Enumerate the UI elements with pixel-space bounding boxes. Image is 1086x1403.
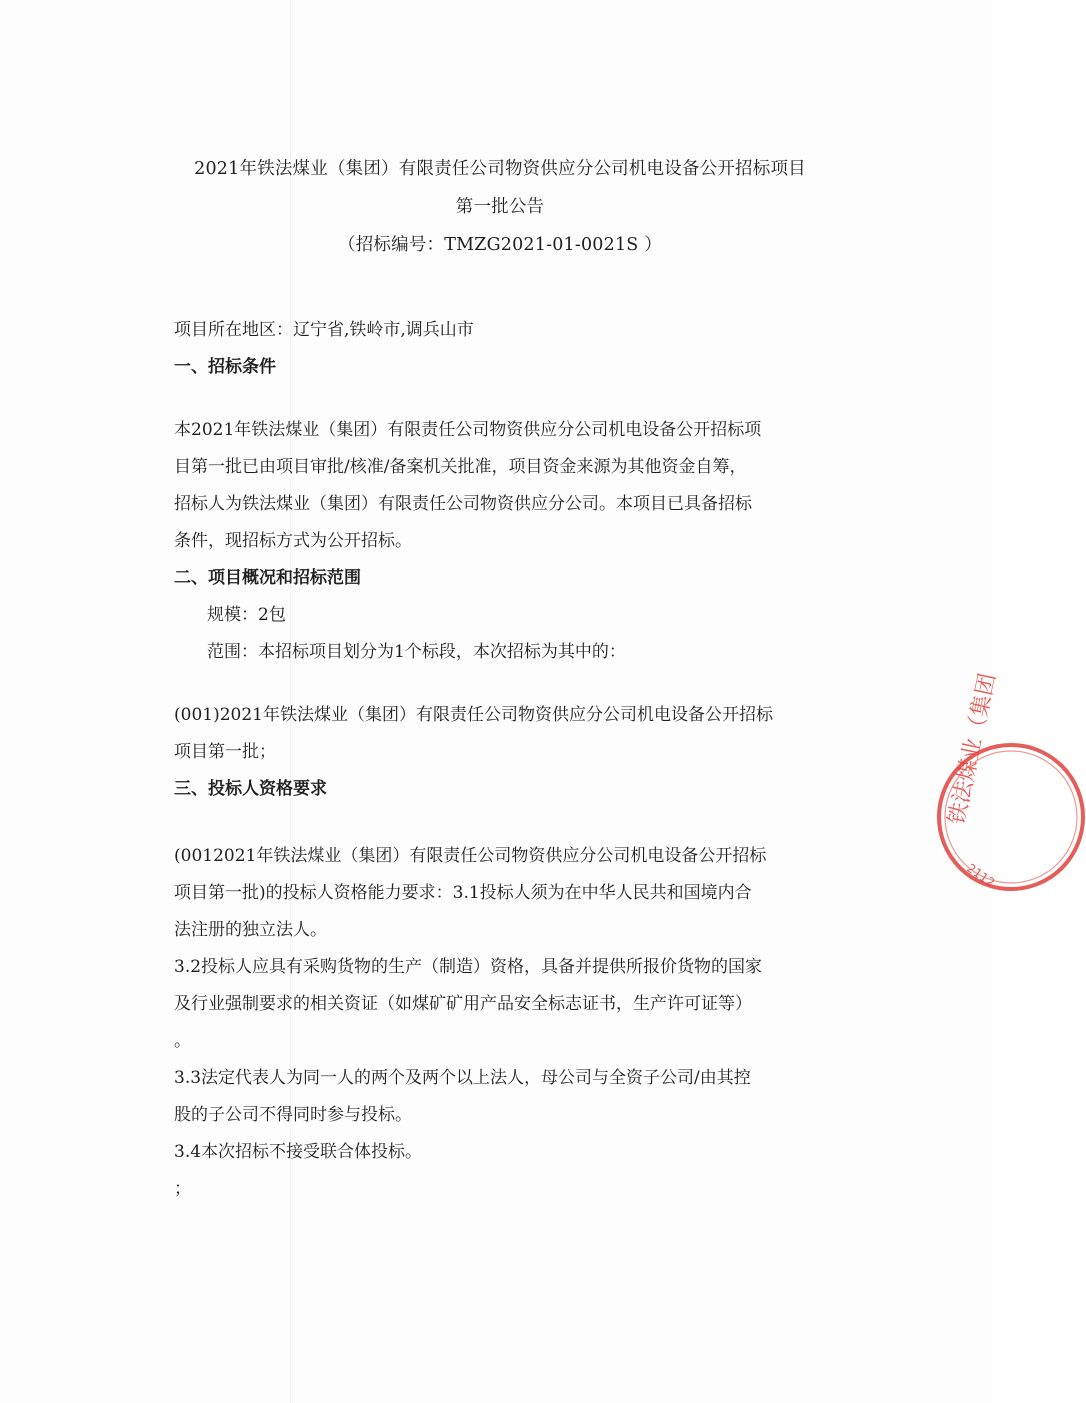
qualification-line: 3.3法定代表人为同一人的两个及两个以上法人，母公司与全资子公司/由其控 bbox=[174, 1068, 751, 1088]
document-body bbox=[174, 312, 844, 1208]
qualification-line: 3.4本次招标不接受联合体投标。 bbox=[174, 1142, 423, 1162]
section1-line: 条件，现招标方式为公开招标。 bbox=[174, 531, 412, 551]
qualification-line: 股的子公司不得同时参与投标。 bbox=[174, 1105, 412, 1125]
qualification-line: ； bbox=[174, 1179, 191, 1199]
scope-line: 范围：本招标项目划分为1个标段，本次招标为其中的： bbox=[207, 642, 626, 662]
title-line-1: 2021年铁法煤业（集团）有限责任公司物资供应分公司机电设备公开招标项目 bbox=[194, 159, 806, 179]
qualification-line: 及行业强制要求的相关资证（如煤矿矿用产品安全标志证书，生产许可证等） bbox=[174, 994, 752, 1014]
qualification-line: 3.2投标人应具有采购货物的生产（制造）资格，具备并提供所报价货物的国家 bbox=[174, 957, 763, 977]
tender-number: （招标编号：TMZG2021-01-0021S ） bbox=[338, 235, 662, 255]
scale-line: 规模：2包 bbox=[207, 605, 286, 625]
qualification-line: (0012021年铁法煤业（集团）有限责任公司物资供应分公司机电设备公开招标 bbox=[174, 846, 767, 866]
section1-line: 本2021年铁法煤业（集团）有限责任公司物资供应分公司机电设备公开招标项 bbox=[174, 420, 762, 440]
section-heading-1: 一、招标条件 bbox=[174, 357, 276, 377]
section1-line: 目第一批已由项目审批/核准/备案机关批准，项目资金来源为其他资金自筹， bbox=[174, 457, 747, 477]
qualification-line: 项目第一批)的投标人资格能力要求：3.1投标人须为在中华人民共和国境内合 bbox=[174, 883, 752, 903]
title-line-2: 第一批公告 bbox=[455, 197, 545, 217]
seal-text-code: 2112 bbox=[964, 860, 998, 890]
lot-line: (001)2021年铁法煤业（集团）有限责任公司物资供应分公司机电设备公开招标 bbox=[174, 705, 773, 725]
lot-line: 项目第一批； bbox=[174, 742, 276, 762]
qualification-line: 法注册的独立法人。 bbox=[174, 920, 327, 940]
project-location: 项目所在地区：辽宁省,铁岭市,调兵山市 bbox=[174, 320, 474, 340]
section-heading-2: 二、项目概况和招标范围 bbox=[174, 568, 361, 588]
company-seal bbox=[936, 671, 1086, 892]
seal-text-main: 铁法煤业（集团 bbox=[944, 671, 1001, 827]
section1-line: 招标人为铁法煤业（集团）有限责任公司物资供应分公司。本项目已具备招标 bbox=[174, 494, 752, 514]
qualification-line: 。 bbox=[174, 1031, 191, 1051]
title-block bbox=[120, 150, 880, 264]
section-heading-3: 三、投标人资格要求 bbox=[174, 779, 327, 799]
